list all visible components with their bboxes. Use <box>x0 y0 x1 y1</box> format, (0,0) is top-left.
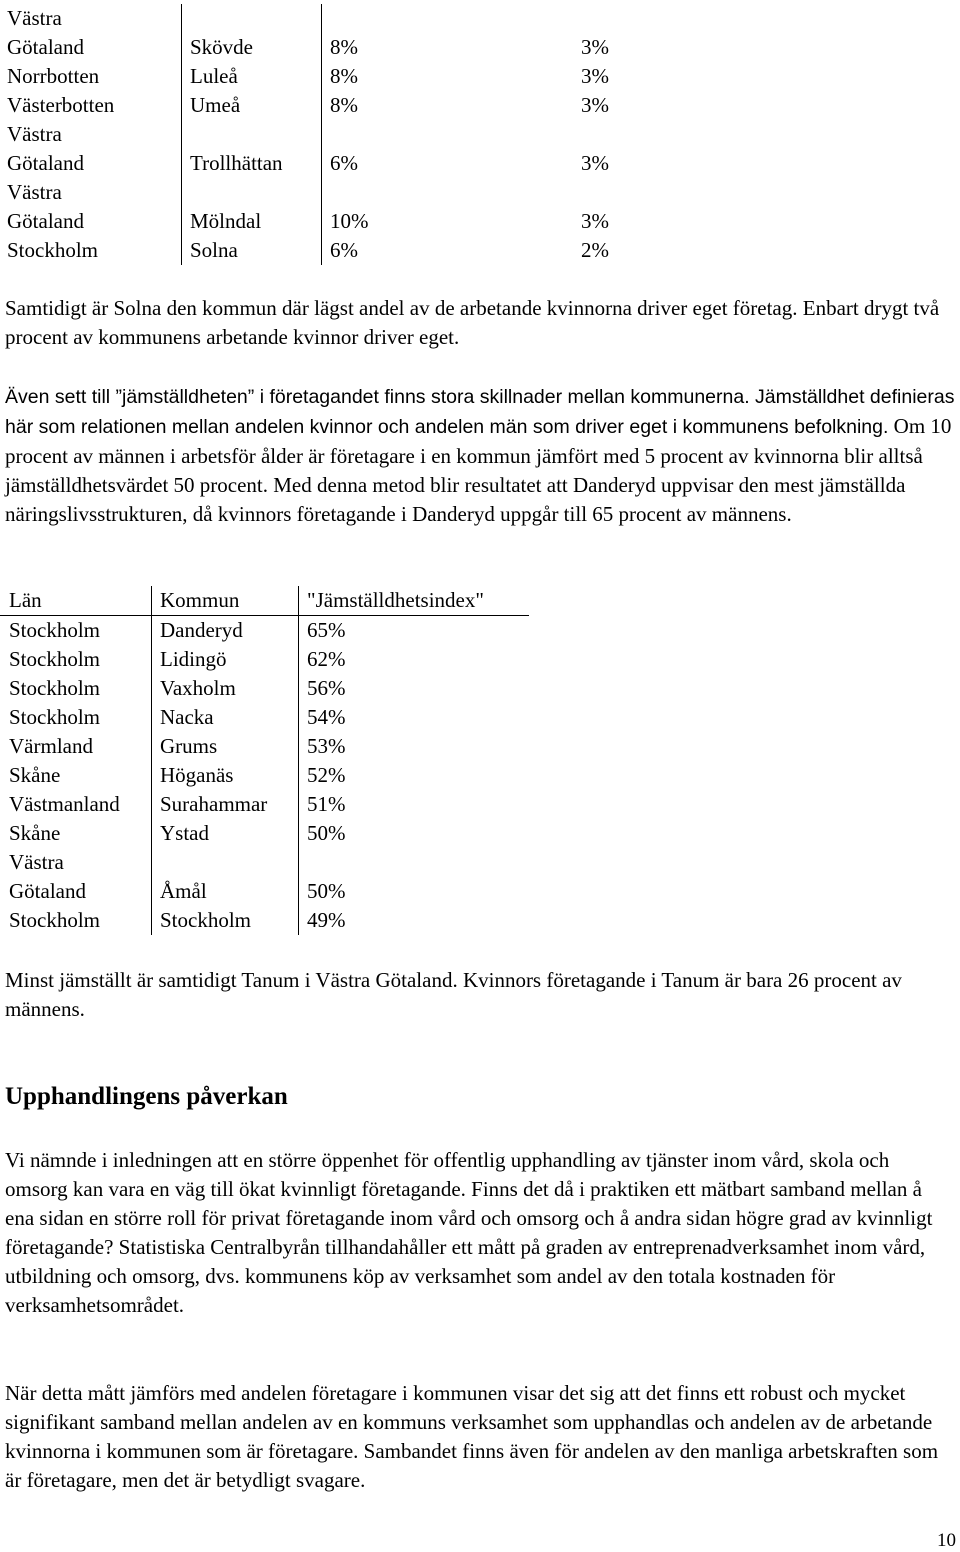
header-lan: Län <box>0 586 152 616</box>
table-row <box>0 674 529 703</box>
paragraph-upphandling: Vi nämnde i inledningen att en större öppenhet för offentlig upphandling av tjänster inom vård, skola och omsorg kan vara en väg till ökat kvinnligt företagande. Finns det då i praktiken ett mätbart samband mellan å ena sidan en större roll för privat företagande inom vård och omsorg och å andra sidan högre grad av kvinnligt företagande? Statistiska Centralbyrån tillhandahåller ett mått på graden av entreprenadverksamhet inom vård, utbildning och omsorg, dvs. kommunens köp av verksamhet som andel av den totala kostnaden för verksamhetsområdet. <box>5 1148 933 1317</box>
paragraph-jamstalldhet-method: Om 10 procent av männen i arbetsför ålder är företagare i en kommun jämfört med 5 procent av kvinnorna blir alltså jämställdhetsvärdet 50 procent. Med denna metod blir resultatet att Danderyd uppvisar den mest jämställda näringslivsstrukturen, då kvinnors företagande i Danderyd uppgår till 65 procent av männens. <box>5 414 952 526</box>
cell-kommun: Vaxholm <box>152 674 299 703</box>
cell-value: 3% <box>581 209 609 233</box>
cell-kommun: Solna <box>182 236 322 265</box>
table-row <box>0 790 529 819</box>
table-row <box>0 906 529 935</box>
header-index: "Jämställdhetsindex" <box>299 586 530 616</box>
cell-kommun: Höganäs <box>152 761 299 790</box>
cell-lan-line: Stockholm <box>9 647 101 671</box>
cell-lan <box>0 848 152 906</box>
cell-lan <box>0 236 182 265</box>
cell-lan-line: Götaland <box>7 209 84 233</box>
cell-lan-line: Stockholm <box>7 238 99 262</box>
cell-kommun: Surahammar <box>152 790 299 819</box>
cell-kommun: Ystad <box>152 819 299 848</box>
cell-lan-line: Västra <box>7 6 62 30</box>
table-row <box>0 703 529 732</box>
cell-kommun: Stockholm <box>152 906 299 935</box>
cell-kommun: Lidingö <box>152 645 299 674</box>
cell-lan <box>0 645 152 674</box>
cell-value: 6% <box>322 236 550 265</box>
cell-lan <box>0 91 182 120</box>
table-row <box>0 4 613 62</box>
table-row <box>0 62 613 91</box>
cell-lan-line: Stockholm <box>9 618 101 642</box>
cell-lan <box>0 790 152 819</box>
cell-lan-line: Skåne <box>9 821 61 845</box>
cell-value: 8% <box>322 62 550 91</box>
cell-value: 10% <box>322 178 550 236</box>
cell-index: 52% <box>299 761 530 790</box>
cell-index: 49% <box>299 906 530 935</box>
cell-lan <box>0 616 152 646</box>
cell-value: 3% <box>581 151 609 175</box>
cell-index: 50% <box>299 819 530 848</box>
cell-kommun: Nacka <box>152 703 299 732</box>
cell-lan <box>0 178 182 236</box>
cell-lan-line: Värmland <box>9 734 93 758</box>
cell-lan <box>0 732 152 761</box>
cell-lan-line: Norrbotten <box>7 64 100 88</box>
table-row <box>0 616 529 646</box>
cell-lan <box>0 819 152 848</box>
municipality-share-table <box>0 4 613 265</box>
table-row <box>0 120 613 178</box>
cell-lan-line: Västerbotten <box>7 93 115 117</box>
cell-value: 2% <box>581 238 609 262</box>
cell-kommun: Åmål <box>152 848 299 906</box>
equality-index-header-row <box>0 586 529 616</box>
cell-kommun: Luleå <box>182 62 322 91</box>
cell-lan <box>0 906 152 935</box>
cell-index: 62% <box>299 645 530 674</box>
table-row <box>0 645 529 674</box>
table-row <box>0 848 529 906</box>
table-row <box>0 236 613 265</box>
cell-lan-line: Götaland <box>7 35 84 59</box>
cell-lan-line: Stockholm <box>9 705 101 729</box>
table-row <box>0 732 529 761</box>
cell-lan-line: Västra <box>7 180 62 204</box>
cell-lan <box>0 62 182 91</box>
cell-kommun: Umeå <box>182 91 322 120</box>
cell-lan <box>0 761 152 790</box>
page-number: 10 <box>937 1530 956 1551</box>
cell-lan-line: Stockholm <box>9 908 101 932</box>
cell-lan <box>0 703 152 732</box>
table-row <box>0 91 613 120</box>
cell-lan-line: Västra <box>7 122 62 146</box>
cell-kommun: Skövde <box>182 4 322 62</box>
equality-index-table <box>0 586 529 935</box>
cell-lan-line: Västmanland <box>9 792 120 816</box>
cell-index: 54% <box>299 703 530 732</box>
cell-lan <box>0 4 182 62</box>
cell-value: 8% <box>322 91 550 120</box>
cell-index: 53% <box>299 732 530 761</box>
cell-kommun: Danderyd <box>152 616 299 646</box>
paragraph-jamstalldhet <box>5 382 955 529</box>
cell-value: 8% <box>322 4 550 62</box>
table-row <box>0 178 613 236</box>
cell-kommun: Mölndal <box>182 178 322 236</box>
cell-index: 51% <box>299 790 530 819</box>
paragraph-tanum: Minst jämställt är samtidigt Tanum i Västra Götaland. Kvinnors företagande i Tanum är bara 26 procent av männens. <box>5 968 902 1021</box>
paragraph-samband: När detta mått jämförs med andelen företagare i kommunen visar det sig att det finns ett robust och mycket signifikant samband mellan andelen av en kommuns verksamhet som upphandlas och andelen av de arbetande kvinnorna i kommunen som är företagare. Sambandet finns även för andelen av den manliga arbetskraften som är företagare, men det är betydligt svagare. <box>5 1381 939 1492</box>
cell-index: 65% <box>299 616 530 646</box>
section-heading: Upphandlingens påverkan <box>5 1083 288 1110</box>
cell-lan-line: Götaland <box>7 151 84 175</box>
table-row <box>0 761 529 790</box>
table-row <box>0 819 529 848</box>
cell-index: 56% <box>299 674 530 703</box>
cell-value: 3% <box>581 93 609 117</box>
cell-value: 3% <box>581 35 609 59</box>
cell-index: 50% <box>299 848 530 906</box>
paragraph-jamstalldhet-definition: Även sett till ”jämställdheten” i företagandet finns stora skillnader mellan kommunerna. Jämställdhet definieras här som relationen mellan andelen kvinnor och andelen män som driver eget i kommunens befolkning. <box>5 386 955 438</box>
cell-lan-line: Stockholm <box>9 676 101 700</box>
cell-kommun: Trollhättan <box>182 120 322 178</box>
cell-lan <box>0 120 182 178</box>
cell-value: 6% <box>322 120 550 178</box>
cell-lan-line: Västra <box>9 850 64 874</box>
cell-lan <box>0 674 152 703</box>
cell-lan-line: Götaland <box>9 879 86 903</box>
cell-kommun: Grums <box>152 732 299 761</box>
cell-value: 3% <box>581 64 609 88</box>
cell-lan-line: Skåne <box>9 763 61 787</box>
paragraph-solna: Samtidigt är Solna den kommun där lägst andel av de arbetande kvinnorna driver eget företag. Enbart drygt två procent av kommunens arbetande kvinnor driver eget. <box>5 296 940 349</box>
header-kommun: Kommun <box>152 586 299 616</box>
